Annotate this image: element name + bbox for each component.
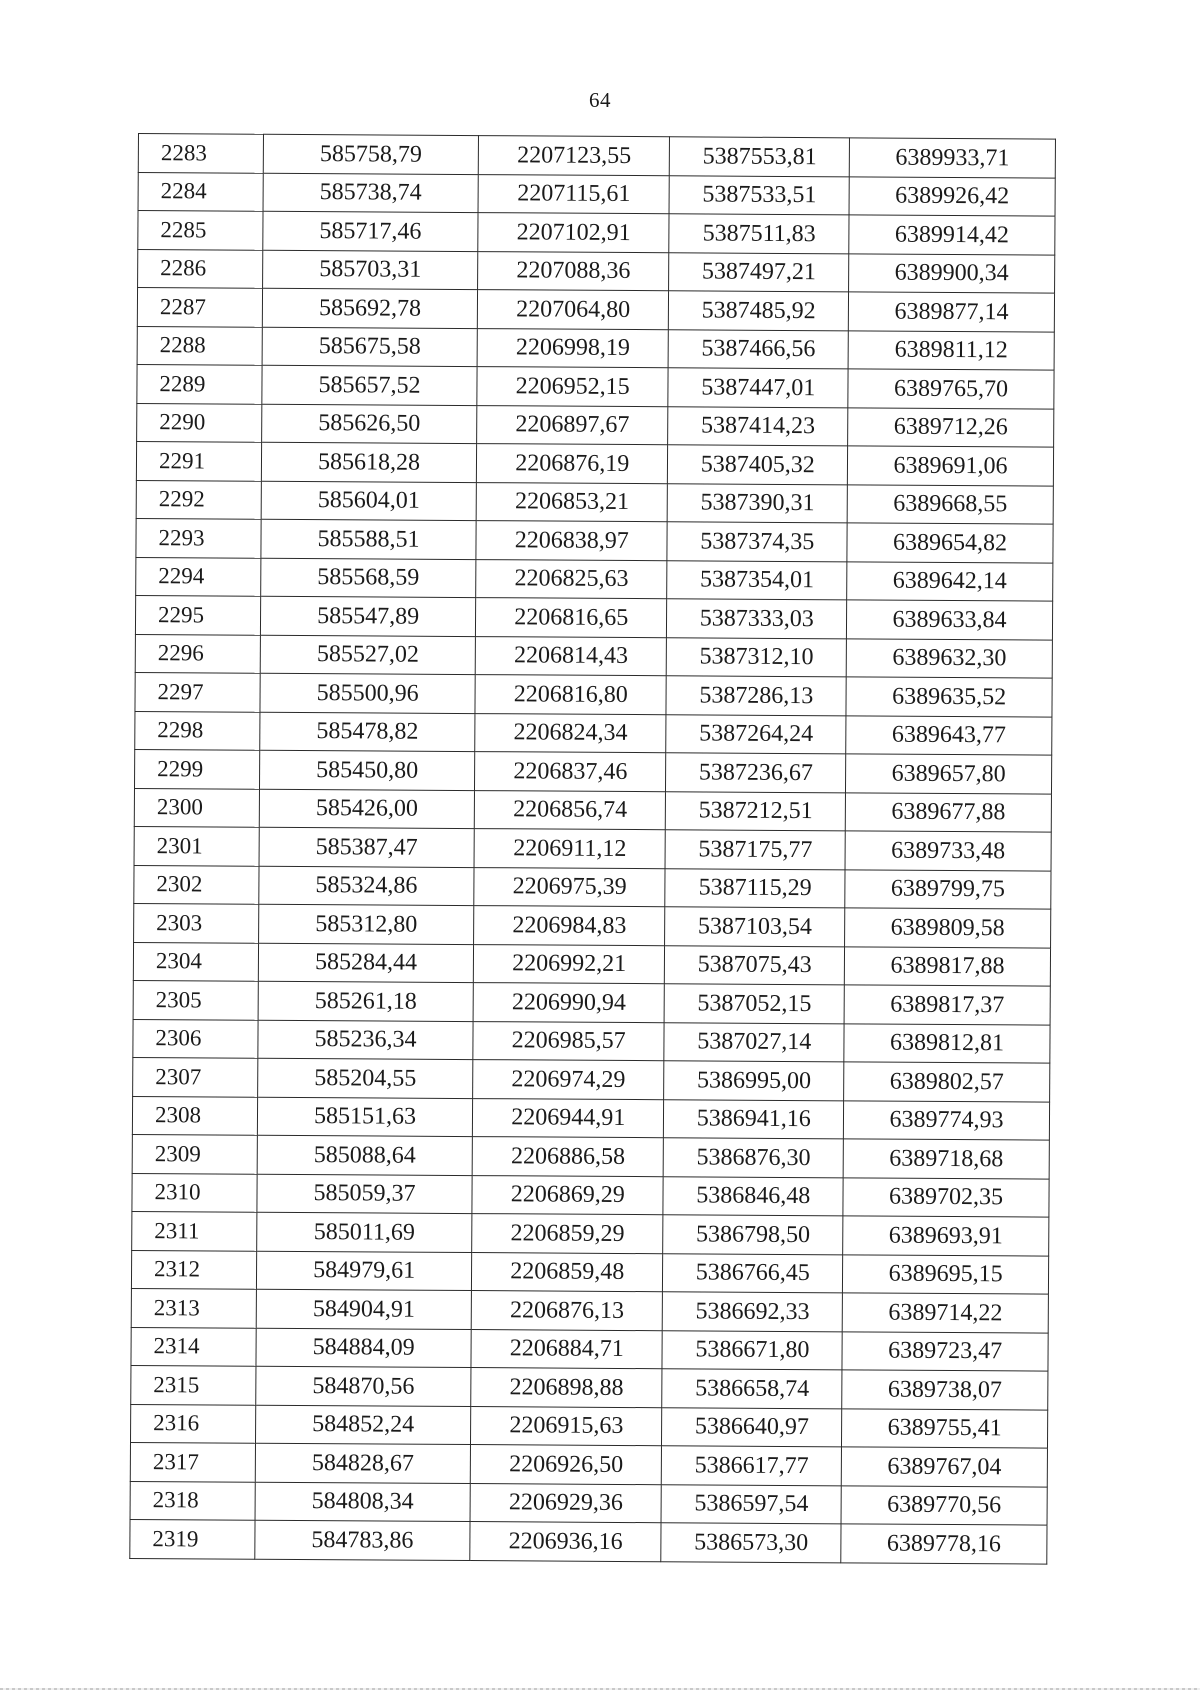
coord-y1-cell: 2206992,21 bbox=[473, 944, 665, 984]
coord-x1-cell: 585604,01 bbox=[261, 481, 476, 521]
coord-x1-cell: 585568,59 bbox=[261, 558, 476, 598]
table-row bbox=[138, 134, 1055, 178]
coord-y2-cell: 6389657,80 bbox=[846, 754, 1052, 794]
coord-y1-cell: 2206856,74 bbox=[474, 790, 666, 830]
coord-x1-cell: 585758,79 bbox=[263, 134, 478, 174]
coord-x1-cell: 585618,28 bbox=[261, 442, 476, 482]
table-row bbox=[138, 249, 1055, 293]
point-number-cell: 2303 bbox=[134, 903, 259, 942]
coord-x2-cell: 5387115,29 bbox=[665, 868, 845, 908]
table-row bbox=[132, 1173, 1049, 1217]
point-number-cell: 2315 bbox=[131, 1365, 256, 1404]
coord-y1-cell: 2206876,19 bbox=[476, 444, 668, 484]
point-number-cell: 2304 bbox=[133, 942, 258, 981]
coord-x1-cell: 584852,24 bbox=[256, 1405, 471, 1445]
coord-y2-cell: 6389817,88 bbox=[844, 946, 1050, 986]
coord-y2-cell: 6389811,12 bbox=[848, 330, 1054, 370]
point-number-cell: 2287 bbox=[137, 288, 262, 327]
coord-y1-cell: 2206898,88 bbox=[471, 1368, 663, 1408]
coord-x2-cell: 5387027,14 bbox=[664, 1022, 844, 1062]
coord-x1-cell: 585527,02 bbox=[260, 635, 475, 675]
coord-y2-cell: 6389778,16 bbox=[841, 1524, 1047, 1564]
coord-x2-cell: 5387075,43 bbox=[665, 945, 845, 985]
table-row bbox=[132, 1096, 1049, 1140]
coord-y2-cell: 6389691,06 bbox=[848, 446, 1054, 486]
coord-y1-cell: 2207102,91 bbox=[478, 213, 670, 253]
coord-y2-cell: 6389702,35 bbox=[843, 1177, 1049, 1217]
coord-y2-cell: 6389714,22 bbox=[842, 1293, 1048, 1333]
coord-x1-cell: 585387,47 bbox=[259, 827, 474, 867]
coord-x1-cell: 585692,78 bbox=[262, 288, 477, 328]
coord-x1-cell: 585261,18 bbox=[258, 981, 473, 1021]
point-number-cell: 2312 bbox=[131, 1250, 256, 1289]
coord-y1-cell: 2206838,97 bbox=[476, 521, 668, 561]
table-row bbox=[134, 826, 1051, 870]
coord-x2-cell: 5387374,35 bbox=[667, 522, 847, 562]
table-row bbox=[130, 1519, 1047, 1563]
point-number-cell: 2307 bbox=[133, 1057, 258, 1096]
coord-y1-cell: 2206911,12 bbox=[474, 829, 666, 869]
coord-x1-cell: 585547,89 bbox=[260, 596, 475, 636]
coord-y2-cell: 6389914,42 bbox=[849, 215, 1055, 255]
coord-x2-cell: 5386846,48 bbox=[663, 1176, 843, 1216]
table-row bbox=[136, 557, 1053, 601]
table-row bbox=[130, 1442, 1047, 1486]
coord-y1-cell: 2206929,36 bbox=[470, 1483, 662, 1523]
table-row bbox=[131, 1250, 1048, 1294]
point-number-cell: 2284 bbox=[138, 172, 263, 211]
table-row bbox=[130, 1481, 1047, 1525]
table-row bbox=[133, 1019, 1050, 1063]
coord-x2-cell: 5386995,00 bbox=[664, 1061, 844, 1101]
coord-y2-cell: 6389643,77 bbox=[846, 715, 1052, 755]
table-row bbox=[135, 711, 1052, 755]
table-row bbox=[131, 1365, 1048, 1409]
point-number-cell: 2285 bbox=[138, 211, 263, 250]
coord-x2-cell: 5386798,50 bbox=[663, 1215, 843, 1255]
point-number-cell: 2309 bbox=[132, 1134, 257, 1173]
point-number-cell: 2316 bbox=[131, 1404, 256, 1443]
coord-x2-cell: 5387466,56 bbox=[668, 329, 848, 369]
coord-y2-cell: 6389765,70 bbox=[848, 369, 1054, 409]
table-row bbox=[138, 172, 1055, 216]
table-row bbox=[134, 865, 1051, 909]
point-number-cell: 2286 bbox=[138, 249, 263, 288]
coord-x1-cell: 584979,61 bbox=[256, 1251, 471, 1291]
coord-y1-cell: 2206825,63 bbox=[476, 559, 668, 599]
coord-x1-cell: 584870,56 bbox=[256, 1366, 471, 1406]
table-row bbox=[134, 903, 1051, 947]
point-number-cell: 2293 bbox=[136, 518, 261, 557]
coord-x1-cell: 584783,86 bbox=[255, 1520, 470, 1560]
coord-x1-cell: 585626,50 bbox=[262, 404, 477, 444]
coord-y1-cell: 2206837,46 bbox=[475, 752, 667, 792]
coord-x2-cell: 5387103,54 bbox=[665, 907, 845, 947]
point-number-cell: 2299 bbox=[134, 749, 259, 788]
coord-x1-cell: 585478,82 bbox=[260, 712, 475, 752]
coord-y1-cell: 2206816,65 bbox=[476, 598, 668, 638]
table-row bbox=[137, 288, 1054, 332]
coord-y1-cell: 2206869,29 bbox=[472, 1175, 664, 1215]
coord-y2-cell: 6389817,37 bbox=[844, 985, 1050, 1025]
coord-y2-cell: 6389654,82 bbox=[847, 523, 1053, 563]
coord-y2-cell: 6389733,48 bbox=[845, 831, 1051, 871]
coord-y2-cell: 6389799,75 bbox=[845, 869, 1051, 909]
coordinate-table bbox=[129, 133, 1056, 1564]
table-row bbox=[135, 672, 1052, 716]
coord-x1-cell: 585703,31 bbox=[263, 250, 478, 290]
coord-y1-cell: 2206897,67 bbox=[477, 405, 669, 445]
table-row bbox=[137, 326, 1054, 370]
coord-x1-cell: 585324,86 bbox=[259, 866, 474, 906]
coord-y1-cell: 2206876,13 bbox=[471, 1291, 663, 1331]
coord-y1-cell: 2206974,29 bbox=[473, 1060, 665, 1100]
coord-y1-cell: 2206936,16 bbox=[470, 1522, 662, 1562]
coord-x2-cell: 5387286,13 bbox=[666, 676, 846, 716]
coord-y1-cell: 2206984,83 bbox=[474, 906, 666, 946]
point-number-cell: 2294 bbox=[136, 557, 261, 596]
coord-y1-cell: 2207064,80 bbox=[477, 290, 669, 330]
coord-x1-cell: 585738,74 bbox=[263, 173, 478, 213]
coord-x1-cell: 585588,51 bbox=[261, 519, 476, 559]
coord-y2-cell: 6389723,47 bbox=[842, 1331, 1048, 1371]
point-number-cell: 2317 bbox=[130, 1442, 255, 1481]
coord-x2-cell: 5387553,81 bbox=[670, 137, 850, 177]
coord-y2-cell: 6389933,71 bbox=[849, 138, 1055, 178]
table-row bbox=[131, 1288, 1048, 1332]
coord-y1-cell: 2206975,39 bbox=[474, 867, 666, 907]
point-number-cell: 2313 bbox=[131, 1288, 256, 1327]
table-row bbox=[138, 211, 1055, 255]
coord-y1-cell: 2206944,91 bbox=[472, 1098, 664, 1138]
point-number-cell: 2314 bbox=[131, 1327, 256, 1366]
point-number-cell: 2302 bbox=[134, 865, 259, 904]
coord-y1-cell: 2206884,71 bbox=[471, 1329, 663, 1369]
coord-y2-cell: 6389677,88 bbox=[845, 792, 1051, 832]
coord-y1-cell: 2206926,50 bbox=[470, 1445, 662, 1485]
coord-x1-cell: 585450,80 bbox=[260, 750, 475, 790]
coord-y1-cell: 2207115,61 bbox=[478, 174, 670, 214]
coord-x2-cell: 5387052,15 bbox=[664, 984, 844, 1024]
coord-x1-cell: 585657,52 bbox=[262, 365, 477, 405]
table-row bbox=[133, 1057, 1050, 1101]
coord-x2-cell: 5387414,23 bbox=[668, 406, 848, 446]
coord-x2-cell: 5387264,24 bbox=[666, 714, 846, 754]
coord-x1-cell: 585426,00 bbox=[259, 789, 474, 829]
table-row bbox=[131, 1327, 1048, 1371]
table-row bbox=[133, 942, 1050, 986]
table-row bbox=[133, 980, 1050, 1024]
coord-y1-cell: 2206985,57 bbox=[473, 1021, 665, 1061]
point-number-cell: 2297 bbox=[135, 672, 260, 711]
table-row bbox=[132, 1211, 1049, 1255]
point-number-cell: 2298 bbox=[135, 711, 260, 750]
coord-y2-cell: 6389770,56 bbox=[841, 1485, 1047, 1525]
coord-y2-cell: 6389755,41 bbox=[842, 1408, 1048, 1448]
table-row bbox=[135, 595, 1052, 639]
coord-y2-cell: 6389635,52 bbox=[846, 677, 1052, 717]
coord-y2-cell: 6389809,58 bbox=[845, 908, 1051, 948]
coord-y1-cell: 2206859,48 bbox=[472, 1252, 664, 1292]
table-row bbox=[134, 749, 1051, 793]
table-row bbox=[135, 634, 1052, 678]
point-number-cell: 2310 bbox=[132, 1173, 257, 1212]
coord-x2-cell: 5387485,92 bbox=[669, 291, 849, 331]
point-number-cell: 2301 bbox=[134, 826, 259, 865]
coord-y1-cell: 2206990,94 bbox=[473, 983, 665, 1023]
coord-x2-cell: 5387405,32 bbox=[668, 445, 848, 485]
point-number-cell: 2290 bbox=[137, 403, 262, 442]
point-number-cell: 2291 bbox=[136, 441, 261, 480]
coord-x1-cell: 585011,69 bbox=[257, 1212, 472, 1252]
coord-y2-cell: 6389632,30 bbox=[846, 638, 1052, 678]
coord-y1-cell: 2206886,58 bbox=[472, 1137, 664, 1177]
coord-x2-cell: 5387511,83 bbox=[669, 214, 849, 254]
coord-x2-cell: 5387354,01 bbox=[667, 560, 847, 600]
coord-y1-cell: 2206816,80 bbox=[475, 675, 667, 715]
coord-x2-cell: 5387390,31 bbox=[668, 483, 848, 523]
coordinate-table-body bbox=[130, 134, 1056, 1564]
point-number-cell: 2283 bbox=[138, 134, 263, 173]
coord-y2-cell: 6389695,15 bbox=[843, 1254, 1049, 1294]
coord-x2-cell: 5386597,54 bbox=[661, 1484, 841, 1524]
coord-y1-cell: 2207123,55 bbox=[478, 136, 670, 176]
coord-y2-cell: 6389718,68 bbox=[843, 1139, 1049, 1179]
coord-x2-cell: 5386692,33 bbox=[663, 1292, 843, 1332]
point-number-cell: 2319 bbox=[130, 1519, 255, 1558]
coord-y2-cell: 6389738,07 bbox=[842, 1370, 1048, 1410]
coord-x2-cell: 5387236,67 bbox=[666, 753, 846, 793]
coord-x1-cell: 585151,63 bbox=[257, 1097, 472, 1137]
table-row bbox=[136, 480, 1053, 524]
coord-x1-cell: 585284,44 bbox=[258, 943, 473, 983]
coord-y1-cell: 2206853,21 bbox=[476, 482, 668, 522]
table-row bbox=[136, 441, 1053, 485]
coord-x1-cell: 585088,64 bbox=[257, 1135, 472, 1175]
coord-x1-cell: 585204,55 bbox=[258, 1058, 473, 1098]
coord-y1-cell: 2206859,29 bbox=[472, 1214, 664, 1254]
table-row bbox=[134, 788, 1051, 832]
table-row bbox=[137, 403, 1054, 447]
coord-x1-cell: 585675,58 bbox=[262, 327, 477, 367]
coord-x2-cell: 5386876,30 bbox=[664, 1138, 844, 1178]
table-row bbox=[131, 1404, 1048, 1448]
coord-x2-cell: 5386941,16 bbox=[664, 1099, 844, 1139]
coord-x2-cell: 5386573,30 bbox=[661, 1523, 841, 1563]
coord-x2-cell: 5387175,77 bbox=[665, 830, 845, 870]
coord-y1-cell: 2206952,15 bbox=[477, 367, 669, 407]
coord-y2-cell: 6389802,57 bbox=[844, 1062, 1050, 1102]
coord-x1-cell: 585500,96 bbox=[260, 673, 475, 713]
point-number-cell: 2318 bbox=[130, 1481, 255, 1520]
coord-x2-cell: 5386658,74 bbox=[662, 1369, 842, 1409]
point-number-cell: 2306 bbox=[133, 1019, 258, 1058]
point-number-cell: 2305 bbox=[133, 980, 258, 1019]
scan-edge bbox=[0, 1688, 1200, 1690]
coord-x1-cell: 585312,80 bbox=[259, 904, 474, 944]
coord-x1-cell: 584904,91 bbox=[256, 1289, 471, 1329]
coord-x2-cell: 5387333,03 bbox=[667, 599, 847, 639]
coord-y2-cell: 6389812,81 bbox=[844, 1023, 1050, 1063]
point-number-cell: 2288 bbox=[137, 326, 262, 365]
point-number-cell: 2292 bbox=[136, 480, 261, 519]
table-row bbox=[137, 364, 1054, 408]
coord-x2-cell: 5387447,01 bbox=[668, 368, 848, 408]
coord-y1-cell: 2206824,34 bbox=[475, 713, 667, 753]
coord-x2-cell: 5387212,51 bbox=[666, 791, 846, 831]
coord-x2-cell: 5387497,21 bbox=[669, 252, 849, 292]
table-row bbox=[132, 1134, 1049, 1178]
coord-y2-cell: 6389668,55 bbox=[847, 484, 1053, 524]
coord-y2-cell: 6389767,04 bbox=[841, 1447, 1047, 1487]
coord-x1-cell: 584884,09 bbox=[256, 1328, 471, 1368]
coord-y2-cell: 6389926,42 bbox=[849, 176, 1055, 216]
coord-x2-cell: 5386617,77 bbox=[662, 1446, 842, 1486]
coord-x1-cell: 584828,67 bbox=[255, 1443, 470, 1483]
point-number-cell: 2295 bbox=[135, 595, 260, 634]
coord-y2-cell: 6389774,93 bbox=[844, 1100, 1050, 1140]
coord-x2-cell: 5387533,51 bbox=[669, 175, 849, 215]
point-number-cell: 2300 bbox=[134, 788, 259, 827]
coord-y2-cell: 6389642,14 bbox=[847, 561, 1053, 601]
coord-y2-cell: 6389877,14 bbox=[848, 292, 1054, 332]
coord-x1-cell: 584808,34 bbox=[255, 1482, 470, 1522]
coord-x1-cell: 585059,37 bbox=[257, 1174, 472, 1214]
coord-y2-cell: 6389712,26 bbox=[848, 407, 1054, 447]
coord-y1-cell: 2206998,19 bbox=[477, 328, 669, 368]
point-number-cell: 2296 bbox=[135, 634, 260, 673]
coord-y1-cell: 2207088,36 bbox=[478, 251, 670, 291]
coord-y1-cell: 2206814,43 bbox=[475, 636, 667, 676]
coord-y2-cell: 6389900,34 bbox=[849, 253, 1055, 293]
coord-x2-cell: 5386671,80 bbox=[662, 1330, 842, 1370]
coord-x2-cell: 5387312,10 bbox=[667, 637, 847, 677]
page-number: 64 bbox=[589, 88, 611, 112]
coord-x2-cell: 5386640,97 bbox=[662, 1407, 842, 1447]
point-number-cell: 2308 bbox=[132, 1096, 257, 1135]
coord-y2-cell: 6389693,91 bbox=[843, 1216, 1049, 1256]
point-number-cell: 2311 bbox=[132, 1211, 257, 1250]
coord-y1-cell: 2206915,63 bbox=[471, 1406, 663, 1446]
point-number-cell: 2289 bbox=[137, 364, 262, 403]
coord-x1-cell: 585236,34 bbox=[258, 1020, 473, 1060]
table-row bbox=[136, 518, 1053, 562]
coord-y2-cell: 6389633,84 bbox=[847, 600, 1053, 640]
coord-x1-cell: 585717,46 bbox=[263, 211, 478, 251]
coord-x2-cell: 5386766,45 bbox=[663, 1253, 843, 1293]
